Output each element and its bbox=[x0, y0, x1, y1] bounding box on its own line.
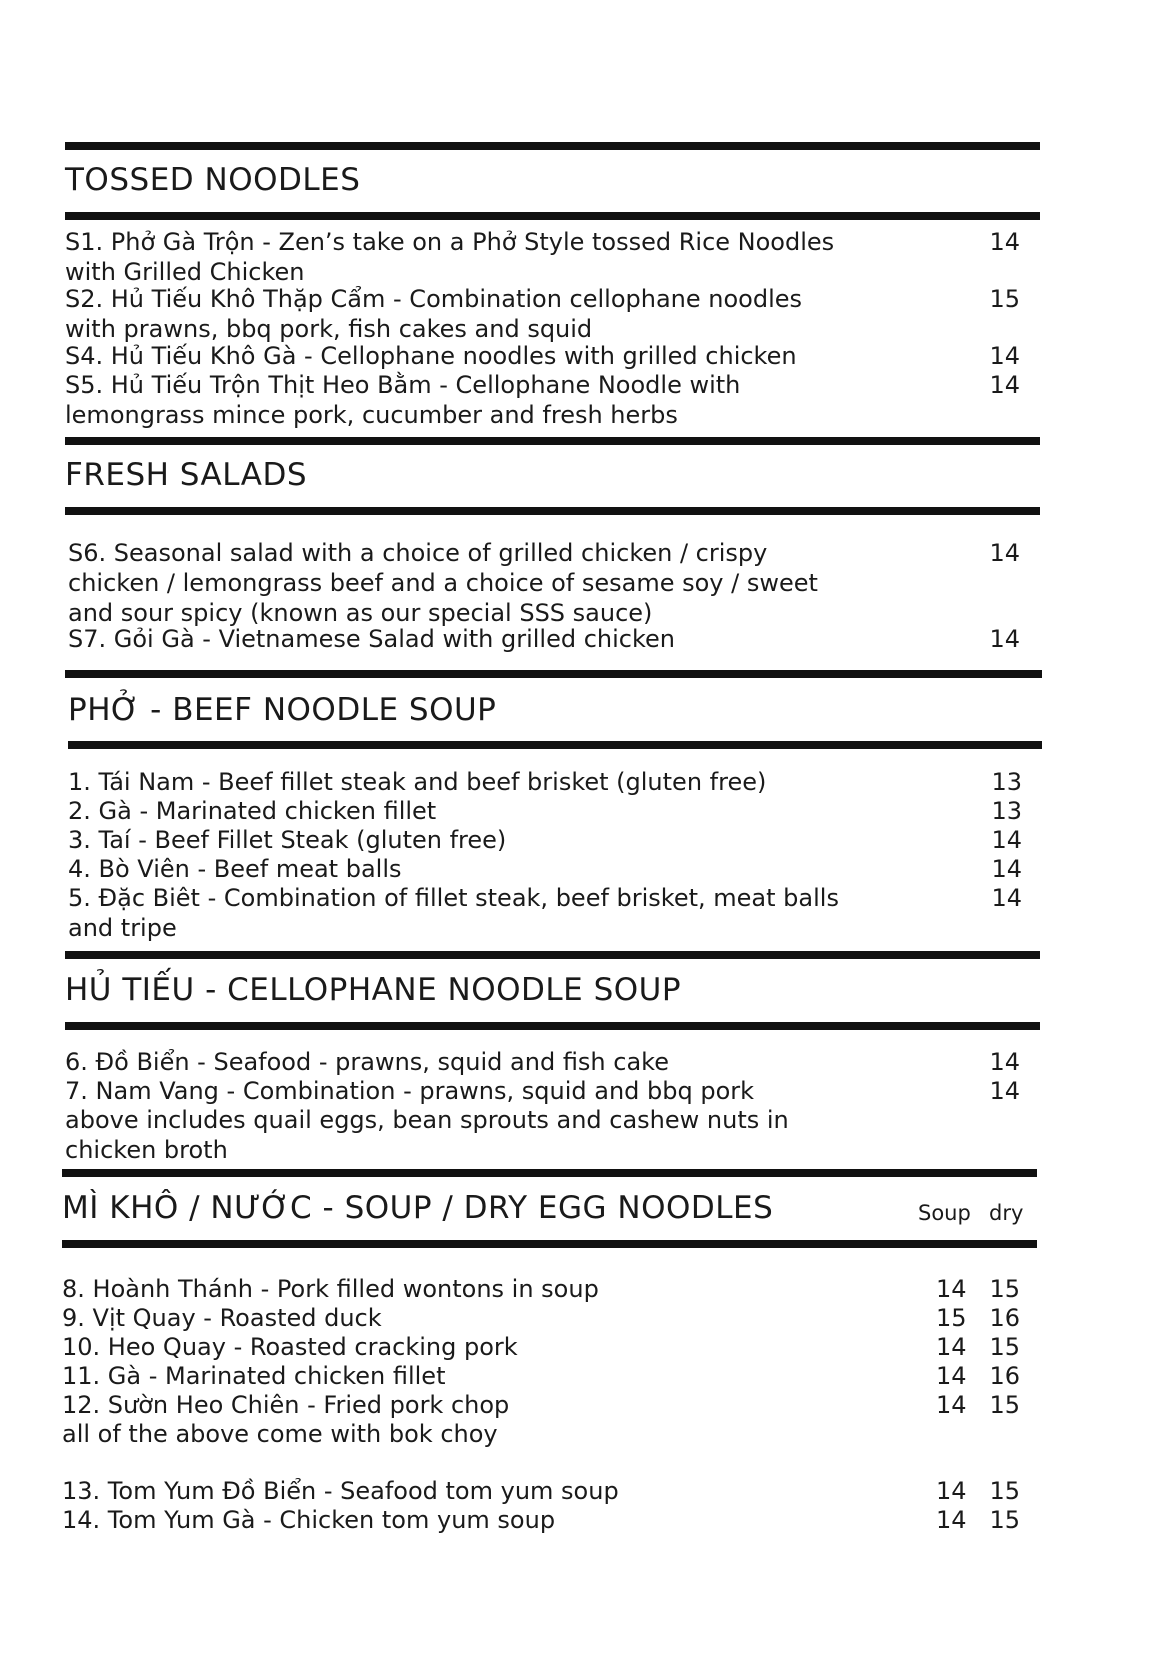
section-title-hu-tieu: HỦ TIẾU - CELLOPHANE NOODLE SOUP bbox=[65, 972, 682, 1008]
section-top-rule bbox=[65, 437, 1040, 445]
section-title-rule bbox=[65, 1022, 1040, 1030]
section-title-pho: PHỞ - BEEF NOODLE SOUP bbox=[68, 692, 497, 728]
menu-item-description: 11. Gà - Marinated chicken fillet bbox=[62, 1362, 446, 1390]
menu-item-description: 13. Tom Yum Đồ Biển - Seafood tom yum soup bbox=[62, 1477, 619, 1505]
menu-item-description: S5. Hủ Tiếu Trộn Thịt Heo Bằm - Cellophane Noodle with lemongrass mince pork, cucumber and fresh herbs bbox=[65, 371, 741, 429]
menu-item-price: 14 bbox=[989, 228, 1020, 256]
menu-item bbox=[68, 883, 1022, 940]
menu-item-price-dry: 15 bbox=[989, 1506, 1020, 1534]
section-top-rule bbox=[65, 951, 1040, 959]
menu-item-description: 4. Bò Viên - Beef meat balls bbox=[68, 855, 402, 883]
menu-item-price: 14 bbox=[989, 539, 1020, 567]
menu-item-price: 13 bbox=[991, 768, 1022, 796]
section-title-fresh-salads: FRESH SALADS bbox=[65, 457, 307, 493]
fresh-salads-list bbox=[68, 538, 1020, 653]
menu-item-price: 14 bbox=[989, 1048, 1020, 1076]
menu-item-price: 14 bbox=[991, 884, 1022, 912]
menu-item bbox=[65, 1047, 1020, 1076]
menu-item-description: 10. Heo Quay - Roasted cracking pork bbox=[62, 1333, 518, 1361]
menu-item bbox=[68, 825, 1022, 854]
menu-item bbox=[62, 1505, 1032, 1534]
menu-item-price: 14 bbox=[989, 342, 1020, 370]
menu-item-price: 14 bbox=[991, 826, 1022, 854]
menu-item-price-soup: 14 bbox=[936, 1506, 967, 1534]
menu-item bbox=[68, 854, 1022, 883]
menu-item-price-soup: 14 bbox=[936, 1333, 967, 1361]
section-top-rule bbox=[65, 142, 1040, 150]
menu-item-description: 5. Đặc Biêt - Combination of fillet steak, beef brisket, meat balls and tripe bbox=[68, 884, 839, 942]
menu-item-description: S1. Phở Gà Trộn - Zen’s take on a Phở Style tossed Rice Noodles with Grilled Chicken bbox=[65, 228, 835, 286]
section-top-rule bbox=[65, 670, 1042, 678]
section-note: all of the above come with bok choy bbox=[62, 1420, 498, 1448]
menu-item-price: 14 bbox=[989, 1077, 1020, 1105]
menu-item-description: 1. Tái Nam - Beef fillet steak and beef brisket (gluten free) bbox=[68, 768, 767, 796]
menu-item bbox=[65, 284, 1020, 341]
menu-item-description: 7. Nam Vang - Combination - prawns, squid and bbq pork bbox=[65, 1077, 755, 1105]
menu-item bbox=[62, 1274, 1032, 1303]
section-note: above includes quail eggs, bean sprouts and cashew nuts in chicken broth bbox=[65, 1106, 789, 1164]
menu-item-price-soup: 14 bbox=[936, 1275, 967, 1303]
column-header-soup: Soup bbox=[918, 1201, 971, 1225]
menu-item-price: 14 bbox=[991, 855, 1022, 883]
section-title-mi: MÌ KHÔ / NƯỚC - SOUP / DRY EGG NOODLES bbox=[62, 1190, 774, 1226]
menu-item bbox=[62, 1361, 1032, 1390]
menu-item-description: S2. Hủ Tiếu Khô Thặp Cẩm - Combination cellophane noodles with prawns, bbq pork, fish cakes and squid bbox=[65, 285, 803, 343]
menu-item bbox=[62, 1390, 1032, 1419]
menu-item bbox=[62, 1303, 1032, 1332]
menu-item bbox=[68, 767, 1022, 796]
menu-item bbox=[62, 1476, 1032, 1505]
menu-item-description: 14. Tom Yum Gà - Chicken tom yum soup bbox=[62, 1506, 556, 1534]
menu-item-price: 14 bbox=[989, 625, 1020, 653]
column-header-dry: dry bbox=[989, 1201, 1024, 1225]
menu-item bbox=[65, 370, 1020, 427]
section-top-rule bbox=[62, 1169, 1037, 1177]
menu-item-description: S7. Gỏi Gà - Vietnamese Salad with grilled chicken bbox=[68, 625, 676, 653]
menu-item-price-dry: 16 bbox=[989, 1362, 1020, 1390]
menu-item-description: S6. Seasonal salad with a choice of grilled chicken / crispy chicken / lemongrass beef and a choice of sesame soy / sweet and sour spicy (known as our special SSS sauce) bbox=[68, 539, 818, 627]
menu-item-price: 13 bbox=[991, 797, 1022, 825]
menu-item bbox=[68, 624, 1020, 653]
section-title-rule bbox=[65, 507, 1040, 515]
tossed-noodles-list bbox=[65, 227, 1020, 427]
menu-item-price: 14 bbox=[989, 371, 1020, 399]
menu-item bbox=[65, 341, 1020, 370]
menu-item-description: 3. Taí - Beef Fillet Steak (gluten free) bbox=[68, 826, 507, 854]
pho-list bbox=[68, 767, 1022, 940]
menu-item-description: 2. Gà - Marinated chicken fillet bbox=[68, 797, 437, 825]
menu-item-price-soup: 14 bbox=[936, 1391, 967, 1419]
menu-item-price-dry: 16 bbox=[989, 1304, 1020, 1332]
menu-item-price-soup: 15 bbox=[936, 1304, 967, 1332]
menu-item-description: 6. Đồ Biển - Seafood - prawns, squid and fish cake bbox=[65, 1048, 669, 1076]
menu-item-description: 9. Vịt Quay - Roasted duck bbox=[62, 1304, 382, 1332]
menu-item bbox=[62, 1332, 1032, 1361]
menu-item-description: 12. Sườn Heo Chiên - Fried pork chop bbox=[62, 1391, 510, 1419]
menu-item-price-soup: 14 bbox=[936, 1477, 967, 1505]
section-title-rule bbox=[62, 1240, 1037, 1248]
hu-tieu-list bbox=[65, 1047, 1020, 1165]
menu-item bbox=[68, 796, 1022, 825]
menu-item bbox=[68, 538, 1020, 627]
menu-item-price-dry: 15 bbox=[989, 1477, 1020, 1505]
menu-item-price-dry: 15 bbox=[989, 1333, 1020, 1361]
section-title-tossed-noodles: TOSSED NOODLES bbox=[65, 162, 361, 198]
menu-item-price-soup: 14 bbox=[936, 1362, 967, 1390]
menu-item-description: S4. Hủ Tiếu Khô Gà - Cellophane noodles with grilled chicken bbox=[65, 342, 797, 370]
menu-item bbox=[65, 1076, 1020, 1105]
menu-item-price-dry: 15 bbox=[989, 1391, 1020, 1419]
menu-item-price: 15 bbox=[989, 285, 1020, 313]
section-title-rule bbox=[68, 741, 1042, 749]
menu-item-price-dry: 15 bbox=[989, 1275, 1020, 1303]
mi-list bbox=[62, 1274, 1032, 1534]
menu-item bbox=[65, 227, 1020, 284]
menu-item-description: 8. Hoành Thánh - Pork filled wontons in soup bbox=[62, 1275, 599, 1303]
section-title-rule bbox=[65, 212, 1040, 220]
